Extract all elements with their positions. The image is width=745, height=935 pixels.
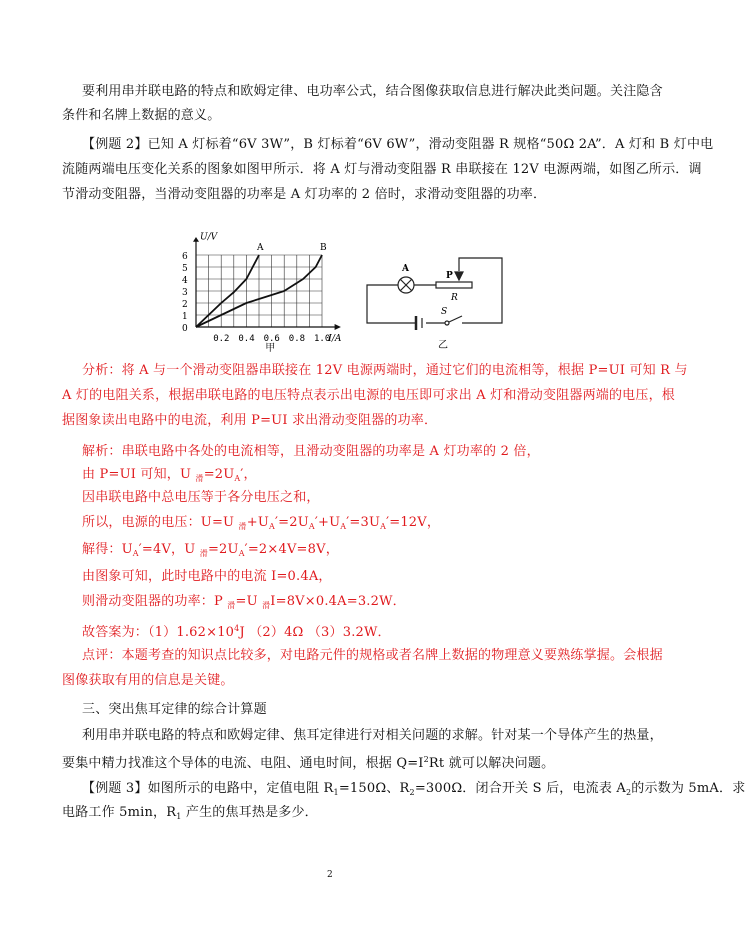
text-run: =150Ω、R bbox=[338, 781, 410, 796]
slider-label: P bbox=[446, 271, 453, 281]
x-axis-label: I/A bbox=[328, 334, 342, 344]
x-tick-label: 0.8 bbox=[288, 334, 306, 344]
subscript: A bbox=[380, 522, 387, 531]
y-tick-label: 0 bbox=[182, 324, 188, 334]
text-line bbox=[62, 413, 437, 429]
text-line bbox=[62, 162, 702, 178]
text-run: 据图象读出电路中的电流，利用 P=UI 求出滑动变阻器的功率． bbox=[62, 413, 438, 428]
text-line bbox=[82, 648, 663, 664]
text-line bbox=[82, 728, 663, 744]
figure bbox=[170, 232, 510, 354]
curve-label: A bbox=[257, 243, 264, 253]
text-run: I=8V×0.4A=3.2W． bbox=[270, 594, 406, 609]
subscript: 滑 bbox=[227, 601, 236, 610]
text-line bbox=[82, 621, 391, 641]
resistor-icon bbox=[436, 282, 472, 288]
text-run: 所以，电源的电压：U=U bbox=[82, 515, 239, 530]
text-run: 解得：U bbox=[82, 542, 133, 557]
text-run: 因串联电路中总电压等于各分电压之和， bbox=[82, 490, 320, 505]
text-line bbox=[82, 781, 745, 801]
text-run: 图像获取有用的信息是关键。 bbox=[62, 673, 234, 688]
y-tick-label: 3 bbox=[182, 288, 188, 298]
slider-arrow-icon bbox=[455, 272, 463, 280]
supscript: 4 bbox=[234, 624, 240, 633]
resistor-label: R bbox=[451, 293, 458, 303]
text-run: =300Ω．闭合开关 S 后，电流表 A bbox=[414, 781, 626, 796]
text-line bbox=[62, 752, 554, 772]
text-run: A 灯的电阻关系，根据串联电路的电压特点表示出电源的电压即可求出 A 灯和滑动变阻器两端的电压，根 bbox=[62, 388, 675, 403]
subscript: 1 bbox=[333, 788, 339, 797]
text-run: 由 P=UI 可知，U bbox=[82, 467, 196, 482]
text-line bbox=[82, 444, 540, 460]
page-number: 2 bbox=[327, 870, 333, 880]
text-line bbox=[62, 108, 220, 124]
text-run: 利用串并联电路的特点和欧姆定律、焦耳定律进行对相关问题的求解。针对某一个导体产生的热量， bbox=[82, 728, 663, 743]
text-line bbox=[82, 594, 406, 614]
text-run: =U bbox=[235, 594, 263, 609]
y-tick-label: 4 bbox=[182, 276, 188, 286]
x-axis-arrow-icon bbox=[335, 324, 341, 330]
text-run: =2U bbox=[203, 467, 235, 482]
text-line bbox=[62, 388, 675, 404]
subscript: 滑 bbox=[199, 549, 208, 558]
text-run: J （2）4Ω （3）3.2W． bbox=[239, 625, 391, 640]
text-line bbox=[62, 673, 234, 689]
y-tick-label: 2 bbox=[182, 300, 188, 310]
y-tick-label: 6 bbox=[182, 252, 188, 262]
text-run: 产生的焦耳热是多少． bbox=[181, 805, 318, 820]
text-run: 要集中精力找准这个导体的电流、电阻、通电时间，根据 Q=I bbox=[62, 756, 424, 771]
text-line bbox=[62, 805, 318, 825]
text-run: ′， bbox=[240, 467, 257, 482]
text-run: 电路工作 5min，R bbox=[62, 805, 177, 820]
subscript: 滑 bbox=[262, 601, 271, 610]
graph-jia bbox=[182, 232, 342, 354]
text-run: ′=12V， bbox=[386, 515, 441, 530]
text-run: 三、突出焦耳定律的综合计算题 bbox=[82, 702, 267, 717]
subscript: A bbox=[340, 522, 347, 531]
graph-caption: 甲 bbox=[265, 343, 276, 354]
text-line bbox=[82, 569, 332, 585]
subscript: 滑 bbox=[238, 522, 247, 531]
text-run: 由图象可知，此时电路中的电流 I=0.4A， bbox=[82, 569, 332, 584]
text-run: 节滑动变阻器，当滑动变阻器的功率是 A 灯功率的 2 倍时，求滑动变阻器的功率． bbox=[62, 187, 547, 202]
text-line bbox=[62, 187, 546, 203]
subscript: A bbox=[269, 522, 275, 531]
text-run: +U bbox=[246, 515, 269, 530]
text-line bbox=[82, 137, 713, 153]
circuit-caption: 乙 bbox=[438, 340, 448, 351]
supscript: 2 bbox=[423, 755, 429, 764]
text-run: ′=2×4V=8V， bbox=[244, 542, 339, 557]
text-run: 【例题 2】已知 A 灯标着“6V 3W”，B 灯标着“6V 6W”，滑动变阻器 R 规格“50Ω 2A”．A 灯和 B 灯中电 bbox=[82, 137, 714, 152]
text-line bbox=[82, 490, 320, 506]
subscript: A bbox=[132, 549, 139, 558]
text-line bbox=[82, 84, 663, 100]
lamp-label: A bbox=[402, 264, 409, 274]
switch-label: S bbox=[441, 307, 448, 317]
subscript: A bbox=[308, 522, 315, 531]
text-line bbox=[82, 515, 440, 535]
text-run: 点评：本题考查的知识点比较多，对电路元件的规格或者名牌上数据的物理意义要熟练掌握。会根据 bbox=[82, 648, 663, 663]
curve-label: B bbox=[320, 243, 327, 253]
text-run: 则滑动变阻器的功率：P bbox=[82, 594, 228, 609]
text-run: Rt 就可以解决问题。 bbox=[428, 756, 555, 771]
text-line bbox=[82, 702, 267, 718]
text-line bbox=[82, 542, 339, 562]
text-run: 流随两端电压变化关系的图象如图甲所示．将 A 灯与滑动变阻器 R 串联接在 12V 电源两端，如图乙所示．调 bbox=[62, 162, 702, 177]
text-run: 条件和名牌上数据的意义。 bbox=[62, 108, 221, 123]
switch-icon bbox=[445, 321, 449, 325]
y-axis-label: U/V bbox=[200, 232, 218, 243]
y-axis-arrow-icon bbox=[193, 237, 199, 242]
subscript: A bbox=[234, 474, 241, 483]
subscript: 2 bbox=[409, 788, 415, 797]
text-run: 【例题 3】如图所示的电路中，定值电阻 R bbox=[82, 781, 334, 796]
x-tick-label: 0.2 bbox=[213, 334, 230, 344]
text-run: 解析：串联电路中各处的电流相等，且滑动变阻器的功率是 A 灯功率的 2 倍， bbox=[82, 444, 540, 459]
text-run: ′=4V，U bbox=[138, 542, 200, 557]
y-tick-label: 1 bbox=[182, 312, 188, 322]
subscript: 1 bbox=[176, 812, 182, 821]
text-run: 要利用串并联电路的特点和欧姆定律、电功率公式，结合图像获取信息进行解决此类问题。关注隐含 bbox=[82, 84, 663, 99]
subscript: 2 bbox=[626, 788, 632, 797]
text-run: 分析：将 A 与一个滑动变阻器串联接在 12V 电源两端时，通过它们的电流相等，根据 P=UI 可知 R 与 bbox=[82, 363, 688, 378]
subscript: A bbox=[238, 549, 245, 558]
x-tick-label: 1.0 bbox=[314, 334, 331, 344]
text-line bbox=[82, 363, 688, 379]
text-run: ′+U bbox=[314, 515, 341, 530]
text-run: ′=3U bbox=[346, 515, 381, 530]
text-run: 的示数为 5mA．求 bbox=[631, 781, 745, 796]
y-tick-label: 5 bbox=[182, 264, 188, 274]
text-run: ′=2U bbox=[274, 515, 309, 530]
text-line bbox=[82, 467, 257, 487]
text-run: 故答案为：（1）1.62×10 bbox=[82, 625, 235, 640]
wire bbox=[459, 258, 502, 323]
x-tick-label: 0.4 bbox=[238, 334, 255, 344]
subscript: 滑 bbox=[195, 474, 204, 483]
circuit-yi bbox=[367, 258, 502, 330]
text-run: =2U bbox=[207, 542, 239, 557]
x-tick-label: 0.6 bbox=[263, 334, 280, 344]
